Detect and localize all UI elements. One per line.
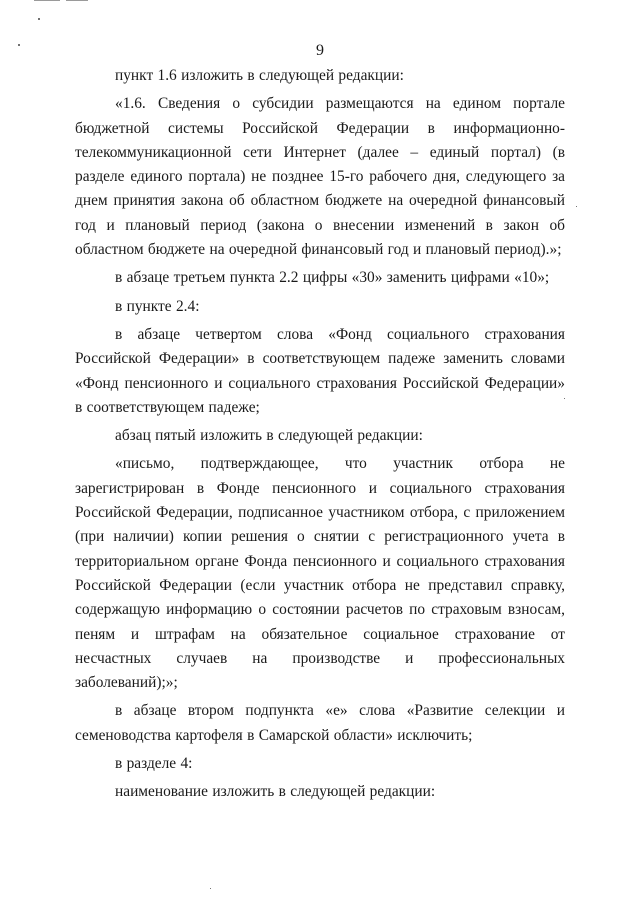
paragraph: пункт 1.6 изложить в следующей редакции: [115, 67, 404, 84]
paragraph: в разделе 4: [115, 755, 193, 773]
scan-dot-mark [38, 18, 40, 20]
page-number: 9 [316, 42, 324, 59]
paragraph: в пункте 2.4: [115, 297, 200, 315]
paragraph: «письмо, подтверждающее, что участник отбора не зарегистрирован в Фонде пенсионного и социального страхования Российской Федерации, подписанное участником отбора, с приложением (при наличии) копии решения о снятии с регистрационного учета в территориальном органе Фонда пенсионного и социального страхования Российской Федерации (если участник отбора не представил справку, содержащую информацию о состоянии расчетов по страховым взносам, пеням и штрафам на обязательное социальное страхование от несчастных случаев на производстве и профессиональных заболеваний);»; [75, 455, 565, 692]
paragraph: наименование изложить в следующей редакции: [115, 783, 436, 801]
paragraph: в абзаце третьем пункта 2.2 цифры «30» заменить цифрами «10»; [115, 269, 550, 287]
paragraph: «1.6. Сведения о субсидии размещаются на едином портале бюджетной системы Российской Федерации в информационно-телекоммуникационной сети Интернет (далее – единый портал) (в разделе единого портала) не позднее 15-го рабочего дня, следующего за днем принятия закона об областном бюджете на очередной финансовый год и плановый период (закона о внесении изменений в закон об областном бюджете на очередной финансовый год и плановый период).»; [75, 95, 565, 259]
scan-line-mark [34, 0, 60, 1]
paragraph: в абзаце четвертом слова «Фонд социального страхования Российской Федерации» в соответствующем падеже заменить словами «Фонд пенсионного и социального страхования Российской Федерации» в соответствующем падеже; [75, 325, 565, 416]
paragraph: в абзаце втором подпункта «е» слова «Развитие селекции и семеноводства картофеля в Самарской области» исключить; [75, 702, 565, 744]
scan-dot-mark [576, 206, 577, 207]
paragraph: абзац пятый изложить в следующей редакции: [115, 427, 423, 445]
document-body [75, 64, 565, 805]
scan-line-mark [66, 0, 88, 1]
scan-dot-mark [210, 888, 211, 889]
